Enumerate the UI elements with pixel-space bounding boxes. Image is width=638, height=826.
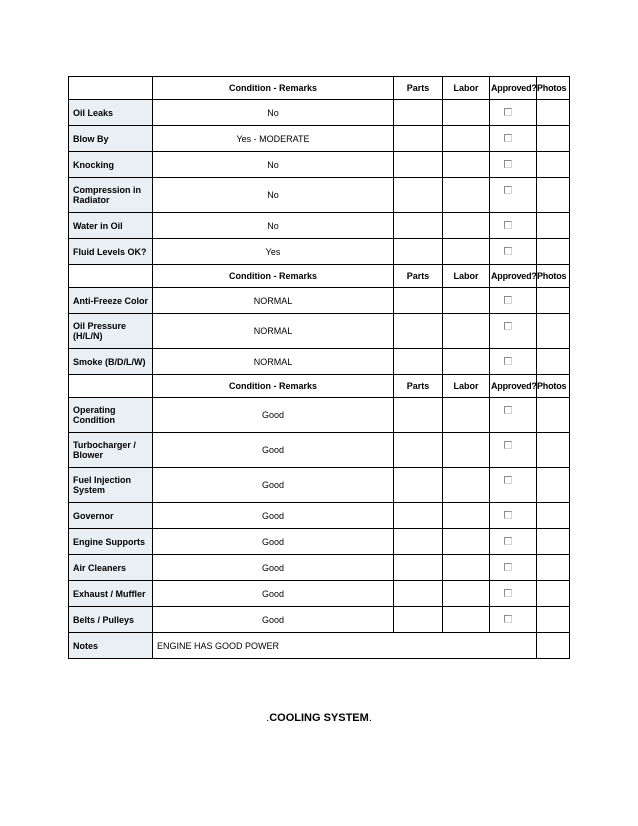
table-row: [69, 178, 570, 213]
photos-cell[interactable]: [537, 398, 570, 433]
condition-remarks-value: No: [153, 178, 394, 213]
labor-cell[interactable]: [443, 503, 490, 529]
table-row: [69, 398, 570, 433]
parts-cell[interactable]: [394, 581, 443, 607]
table-row: [69, 239, 570, 265]
approved-cell: [490, 607, 537, 633]
approved-cell: [490, 581, 537, 607]
table-row: [69, 213, 570, 239]
table-row: [69, 555, 570, 581]
photos-cell[interactable]: [537, 152, 570, 178]
approved-checkbox[interactable]: [504, 537, 512, 545]
approved-cell: [490, 178, 537, 213]
approved-cell: [490, 529, 537, 555]
item-label: Exhaust / Muffler: [69, 581, 153, 607]
item-label: Smoke (B/D/L/W): [69, 349, 153, 375]
photos-cell[interactable]: [537, 468, 570, 503]
condition-remarks-value: No: [153, 152, 394, 178]
inspection-table: [68, 76, 570, 659]
condition-remarks-value: NORMAL: [153, 314, 394, 349]
parts-cell[interactable]: [394, 607, 443, 633]
photos-cell[interactable]: [537, 529, 570, 555]
notes-row: [69, 633, 570, 659]
table-row: [69, 314, 570, 349]
approved-checkbox[interactable]: [504, 406, 512, 414]
approved-checkbox[interactable]: [504, 221, 512, 229]
header-parts: Parts: [394, 265, 443, 288]
approved-checkbox[interactable]: [504, 441, 512, 449]
parts-cell[interactable]: [394, 555, 443, 581]
item-label: Air Cleaners: [69, 555, 153, 581]
header-photos: Photos: [537, 375, 570, 398]
photos-cell[interactable]: [537, 555, 570, 581]
notes-value[interactable]: ENGINE HAS GOOD POWER: [153, 633, 537, 659]
labor-cell[interactable]: [443, 529, 490, 555]
header-approved: Approved?: [490, 375, 537, 398]
table-row: [69, 288, 570, 314]
labor-cell[interactable]: [443, 213, 490, 239]
header-row: [69, 265, 570, 288]
condition-remarks-value: Good: [153, 433, 394, 468]
parts-cell[interactable]: [394, 152, 443, 178]
table-row: [69, 349, 570, 375]
approved-cell: [490, 288, 537, 314]
condition-remarks-value: NORMAL: [153, 288, 394, 314]
labor-cell[interactable]: [443, 288, 490, 314]
approved-checkbox[interactable]: [504, 476, 512, 484]
header-parts: Parts: [394, 77, 443, 100]
item-label: Fluid Levels OK?: [69, 239, 153, 265]
header-condition: Condition - Remarks: [153, 265, 394, 288]
table-row: [69, 433, 570, 468]
approved-cell: [490, 126, 537, 152]
header-condition: Condition - Remarks: [153, 375, 394, 398]
header-labor: Labor: [443, 77, 490, 100]
parts-cell[interactable]: [394, 433, 443, 468]
item-label: Turbocharger / Blower: [69, 433, 153, 468]
header-row: [69, 77, 570, 100]
header-blank-cell: [69, 375, 153, 398]
table-row: [69, 529, 570, 555]
notes-photos-cell[interactable]: [537, 633, 570, 659]
header-blank-cell: [69, 77, 153, 100]
labor-cell[interactable]: [443, 468, 490, 503]
notes-label: Notes: [69, 633, 153, 659]
approved-cell: [490, 152, 537, 178]
photos-cell[interactable]: [537, 126, 570, 152]
labor-cell[interactable]: [443, 607, 490, 633]
condition-remarks-value: Good: [153, 468, 394, 503]
condition-remarks-value: No: [153, 100, 394, 126]
labor-cell[interactable]: [443, 349, 490, 375]
photos-cell[interactable]: [537, 239, 570, 265]
photos-cell[interactable]: [537, 178, 570, 213]
condition-remarks-value: NORMAL: [153, 349, 394, 375]
header-blank-cell: [69, 265, 153, 288]
parts-cell[interactable]: [394, 529, 443, 555]
photos-cell[interactable]: [537, 288, 570, 314]
parts-cell[interactable]: [394, 100, 443, 126]
section-title: [0, 712, 638, 724]
photos-cell[interactable]: [537, 433, 570, 468]
photos-cell[interactable]: [537, 349, 570, 375]
condition-remarks-value: Good: [153, 398, 394, 433]
photos-cell[interactable]: [537, 100, 570, 126]
labor-cell[interactable]: [443, 152, 490, 178]
table-row: [69, 581, 570, 607]
labor-cell[interactable]: [443, 433, 490, 468]
approved-cell: [490, 398, 537, 433]
header-approved: Approved?: [490, 265, 537, 288]
approved-cell: [490, 239, 537, 265]
header-photos: Photos: [537, 77, 570, 100]
labor-cell[interactable]: [443, 314, 490, 349]
item-label: Operating Condition: [69, 398, 153, 433]
parts-cell[interactable]: [394, 288, 443, 314]
labor-cell[interactable]: [443, 239, 490, 265]
header-parts: Parts: [394, 375, 443, 398]
approved-cell: [490, 314, 537, 349]
labor-cell[interactable]: [443, 398, 490, 433]
approved-cell: [490, 503, 537, 529]
table-row: [69, 100, 570, 126]
item-label: Fuel Injection System: [69, 468, 153, 503]
inspection-table-body: [69, 77, 570, 659]
condition-remarks-value: Yes: [153, 239, 394, 265]
photos-cell[interactable]: [537, 581, 570, 607]
approved-cell: [490, 468, 537, 503]
item-label: Knocking: [69, 152, 153, 178]
approved-checkbox[interactable]: [504, 357, 512, 365]
header-labor: Labor: [443, 265, 490, 288]
parts-cell[interactable]: [394, 349, 443, 375]
item-label: Anti-Freeze Color: [69, 288, 153, 314]
approved-checkbox[interactable]: [504, 615, 512, 623]
item-label: Belts / Pulleys: [69, 607, 153, 633]
labor-cell[interactable]: [443, 100, 490, 126]
condition-remarks-value: Yes - MODERATE: [153, 126, 394, 152]
approved-cell: [490, 349, 537, 375]
parts-cell[interactable]: [394, 314, 443, 349]
parts-cell[interactable]: [394, 178, 443, 213]
table-row: [69, 126, 570, 152]
approved-checkbox[interactable]: [504, 134, 512, 142]
table-row: [69, 607, 570, 633]
approved-checkbox[interactable]: [504, 322, 512, 330]
approved-checkbox[interactable]: [504, 247, 512, 255]
approved-checkbox[interactable]: [504, 186, 512, 194]
condition-remarks-value: Good: [153, 555, 394, 581]
parts-cell[interactable]: [394, 213, 443, 239]
item-label: Engine Supports: [69, 529, 153, 555]
approved-checkbox[interactable]: [504, 563, 512, 571]
item-label: Governor: [69, 503, 153, 529]
approved-checkbox[interactable]: [504, 160, 512, 168]
labor-cell[interactable]: [443, 126, 490, 152]
section-title-suffix: .: [368, 712, 372, 724]
section-title-prefix: .: [266, 712, 270, 724]
table-row: [69, 152, 570, 178]
item-label: Water in Oil: [69, 213, 153, 239]
approved-checkbox[interactable]: [504, 108, 512, 116]
approved-cell: [490, 100, 537, 126]
header-labor: Labor: [443, 375, 490, 398]
item-label: Oil Leaks: [69, 100, 153, 126]
header-photos: Photos: [537, 265, 570, 288]
item-label: Oil Pressure (H/L/N): [69, 314, 153, 349]
approved-cell: [490, 433, 537, 468]
condition-remarks-value: Good: [153, 503, 394, 529]
approved-checkbox[interactable]: [504, 511, 512, 519]
condition-remarks-value: Good: [153, 529, 394, 555]
labor-cell[interactable]: [443, 178, 490, 213]
table-row: [69, 503, 570, 529]
photos-cell[interactable]: [537, 503, 570, 529]
parts-cell[interactable]: [394, 126, 443, 152]
section-title-text: COOLING SYSTEM: [269, 712, 369, 724]
approved-checkbox[interactable]: [504, 589, 512, 597]
parts-cell[interactable]: [394, 503, 443, 529]
parts-cell[interactable]: [394, 239, 443, 265]
condition-remarks-value: Good: [153, 607, 394, 633]
labor-cell[interactable]: [443, 555, 490, 581]
parts-cell[interactable]: [394, 468, 443, 503]
photos-cell[interactable]: [537, 314, 570, 349]
approved-checkbox[interactable]: [504, 296, 512, 304]
approved-cell: [490, 213, 537, 239]
header-condition: Condition - Remarks: [153, 77, 394, 100]
item-label: Compression in Radiator: [69, 178, 153, 213]
parts-cell[interactable]: [394, 398, 443, 433]
condition-remarks-value: Good: [153, 581, 394, 607]
approved-cell: [490, 555, 537, 581]
header-approved: Approved?: [490, 77, 537, 100]
header-row: [69, 375, 570, 398]
table-row: [69, 468, 570, 503]
labor-cell[interactable]: [443, 581, 490, 607]
photos-cell[interactable]: [537, 213, 570, 239]
condition-remarks-value: No: [153, 213, 394, 239]
photos-cell[interactable]: [537, 607, 570, 633]
item-label: Blow By: [69, 126, 153, 152]
